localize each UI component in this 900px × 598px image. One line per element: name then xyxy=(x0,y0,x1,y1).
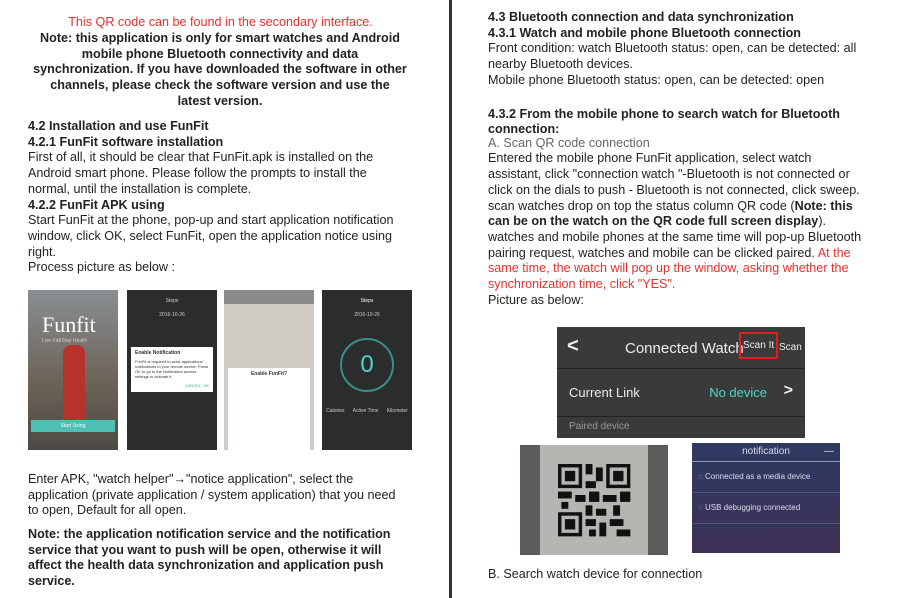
enable-funfit-dialog xyxy=(228,368,310,450)
picture-label: Picture as below: xyxy=(488,292,584,307)
minimize-icon: — xyxy=(824,446,834,457)
notification-screenshot xyxy=(692,443,840,553)
phone-screenshot-splash xyxy=(28,290,118,450)
bold-note: can be on the watch on the QR code full screen display xyxy=(488,214,819,229)
current-link-label: Current Link xyxy=(569,385,640,400)
section-4-3-2 xyxy=(488,107,888,308)
text: scan watches drop on top the status column QR code ( xyxy=(488,198,795,213)
paragraph-line: Android smart phone. Please follow the prompts to install the xyxy=(28,166,367,181)
back-icon: < xyxy=(567,335,579,357)
section-4-3 xyxy=(488,10,888,89)
phone-screenshot-enable-notification xyxy=(127,290,217,450)
stat-label: Calories xyxy=(326,408,345,414)
paragraph-line: right. xyxy=(28,244,56,259)
stat-label: Kilometer xyxy=(386,408,408,414)
heading-4-3-2: 4.3.2 From the mobile phone to search watch for Bluetooth xyxy=(488,107,840,121)
section-4-2 xyxy=(28,119,438,276)
start-using-button: Start Using xyxy=(31,420,115,432)
notification-item: ◌ Connected as a media device xyxy=(692,462,840,493)
paragraph-line xyxy=(488,214,888,230)
notification-text: Connected as a media device xyxy=(704,472,811,481)
dialog-title: Enable FunFit? xyxy=(250,371,288,377)
note-line: channels, please check the software version and use the xyxy=(50,78,390,93)
qr-code-image xyxy=(520,445,668,555)
heading-4-3: 4.3 Bluetooth connection and data synchronization xyxy=(488,10,794,24)
phone-screenshot-steps xyxy=(322,290,412,450)
qr-note: This QR code can be found in the secondary interface. xyxy=(68,15,373,29)
scan-qr-label: A. Scan QR code connection xyxy=(488,135,650,150)
paragraph-line: nearby Bluetooth devices. xyxy=(488,57,633,72)
heading-4-3-1: 4.3.1 Watch and mobile phone Bluetooth connection xyxy=(488,25,801,40)
paragraph-line: Entered the mobile phone FunFit application, select watch xyxy=(488,151,812,166)
paragraph-line: click on the dials to push - Bluetooth is not connected, click sweep. xyxy=(488,182,860,197)
paragraph-line xyxy=(488,246,888,262)
paragraph-line: Front condition: watch Bluetooth status: open, can be detected: all xyxy=(488,41,857,56)
tagline: Live Fit&Stay Health xyxy=(42,338,88,344)
paragraph-line: watches and mobile phones at the same time will pop-up Bluetooth xyxy=(488,229,862,244)
paragraph-line: to open, Default for all open. xyxy=(28,503,187,518)
chevron-right-icon: > xyxy=(783,382,793,399)
paragraph-line: window, click OK, select FunFit, open the application notice using xyxy=(28,228,393,243)
red-text: same time, the watch will pop up the window, asking whether the xyxy=(488,261,849,276)
caption-b: B. Search watch device for connection xyxy=(488,567,703,581)
paragraph-line: Enter APK, "watch helper"→"notice application", select the xyxy=(28,472,354,486)
enable-notification-dialog xyxy=(131,347,213,392)
note-line: service. xyxy=(28,574,75,589)
text: pairing request, watches and mobile can be clicked paired. xyxy=(488,245,818,260)
steps-tab: Steps xyxy=(165,298,179,304)
note-line: affect the health data synchronization and application push xyxy=(28,558,384,573)
screen-title: Connected Watch xyxy=(625,340,744,357)
steps-tab: Steps xyxy=(360,298,374,304)
dialog-body: FunFit is required to send applications' notifications to your remote device. Press OK to go to the Notification access settings to activate it. xyxy=(135,359,209,379)
paragraph-line: Mobile phone Bluetooth status: open, can be detected: open xyxy=(488,72,825,87)
bold-note: Note: this xyxy=(794,198,853,213)
paragraph-line: application (private application / system application) that you need xyxy=(28,487,396,502)
notification-text: USB debugging connected xyxy=(704,503,801,512)
paragraph-line xyxy=(488,199,888,215)
apk-paragraph xyxy=(28,472,438,519)
funfit-logo: Funfit xyxy=(42,312,96,337)
red-text: At the xyxy=(817,245,851,260)
column-divider xyxy=(449,0,452,598)
heading-4-2-2: 4.2.2 FunFit APK using xyxy=(28,197,165,212)
scan-it-button: Scan It xyxy=(739,332,778,359)
note-line: latest version. xyxy=(177,93,263,108)
heading-4-2-1: 4.2.1 FunFit software installation xyxy=(28,134,224,149)
note-line: Note: the application notification service and the notification xyxy=(28,527,391,541)
app-note xyxy=(20,31,420,110)
dialog-title: Enable Notification xyxy=(135,350,181,356)
notification-item: ◌ USB debugging connected xyxy=(692,493,840,524)
paragraph-line: normal, until the installation is complete. xyxy=(28,181,252,196)
stats-row xyxy=(322,408,412,414)
qr-code-icon xyxy=(540,445,648,555)
cancel-button: CANCEL xyxy=(184,383,201,388)
settings-header xyxy=(224,290,314,304)
paragraph-line: First of all, it should be clear that FunFit.apk is installed on the xyxy=(28,150,374,165)
notification-title: notification xyxy=(742,446,790,457)
note-line: mobile phone Bluetooth connectivity and data xyxy=(81,46,359,61)
paragraph-line: Process picture as below : xyxy=(28,260,175,275)
runner-figure xyxy=(63,345,85,425)
paragraph-line: Start FunFit at the phone, pop-up and start application notification xyxy=(28,213,394,228)
heading-4-2: 4.2 Installation and use FunFit xyxy=(28,119,209,133)
steps-gauge: 0 xyxy=(340,338,394,392)
heading-4-3-2: connection: xyxy=(488,121,560,136)
date: 2016-10-26 xyxy=(159,312,185,318)
note-line: service that you want to push will be open, otherwise it will xyxy=(28,542,382,557)
connected-watch-screenshot xyxy=(557,327,805,438)
paired-device-label: Paired device xyxy=(569,421,630,432)
note-line: synchronization. If you have downloaded the software in other xyxy=(33,62,407,77)
no-device-value: No device xyxy=(709,385,767,400)
phone-screenshot-settings xyxy=(224,290,314,450)
date: 2016-10-26 xyxy=(354,312,380,318)
ok-button: OK xyxy=(203,383,209,388)
note-line: Note: this application is only for smart watches and Android xyxy=(40,31,400,45)
service-note xyxy=(28,527,438,590)
stat-label: Active Time xyxy=(352,408,379,414)
red-text: synchronization time, click "YES". xyxy=(488,277,676,292)
paragraph-line: assistant, click "connection watch "-Bluetooth is not connected or xyxy=(488,167,850,182)
text: ). xyxy=(818,214,827,229)
scan-label: Scan xyxy=(779,342,802,353)
